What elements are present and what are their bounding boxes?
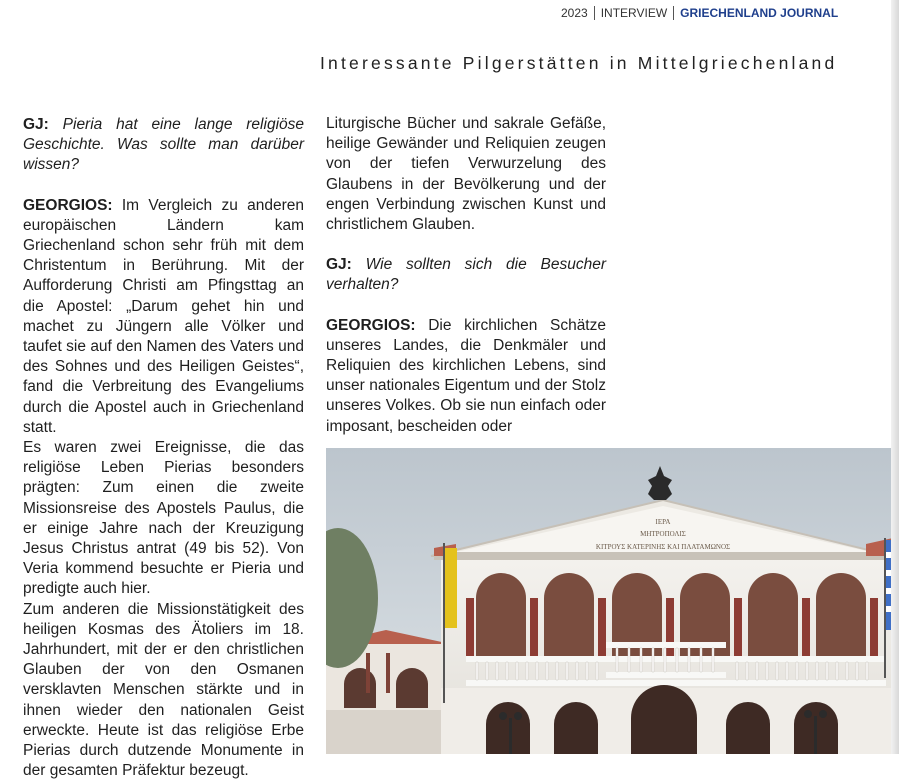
header-divider [673, 6, 674, 20]
answer-text: Im Vergleich zu anderen europäischen Ländern kam Griechenland schon sehr früh mit dem Christentum in Berührung. Mit der Aufforderung Christi am Pfingsttag an die Apostel: „Darum gehet hin und machet zu Jüngern alle Völker und taufet sie auf den Namen des Vaters und des Sohnes und des Heiligen Geistes“, fand die Verbreitung des Evangeliums durch die Apostel auch in Griechenland statt. [23, 196, 304, 436]
building-illustration [326, 448, 893, 754]
header-journal-name: GRIECHENLAND JOURNAL [680, 6, 839, 20]
text-column-right [326, 114, 606, 437]
header-section: INTERVIEW [600, 6, 668, 20]
question-text: Wie sollten sich die Besucher verhalten? [326, 256, 606, 294]
body-paragraph: Liturgische Bücher und sakrale Gefäße, heilige Gewänder und Reliquien zeugen von der tiefen Verwurzelung des Glaubens in der Bevölkerung und der engen Verbindung zwischen Kunst und christlichem Glauben. [326, 115, 606, 234]
question-label: GJ: [326, 256, 352, 274]
answer-label: GEORGIOS: [23, 196, 113, 214]
header-divider [594, 6, 595, 20]
question-text: Pieria hat eine lange religiöse Geschichte. Was sollte man darüber wissen? [23, 116, 304, 174]
answer-label: GEORGIOS: [326, 316, 416, 334]
question-paragraph [23, 115, 304, 176]
ground-floor-arcade [441, 685, 891, 754]
header-year: 2023 [561, 6, 588, 20]
article-subtitle: Interessante Pilgerstätten in Mittelgriechenland [320, 53, 838, 73]
answer-paragraph [23, 196, 304, 438]
body-paragraph: Zum anderen die Missionstätigkeit des heiligen Kosmas des Ätoliers im 18. Jahrhundert, mit der er den christlichen Glauben der von den Osmanen versklavten Menschen stärkte und in ihnen wieder den nationalen Geist erweckte. Heute ist das religiöse Erbe Pierias durch dutzende Monumente in der gesamten Präfektur bezeugt. [23, 600, 304, 780]
metropolis-building-photo [326, 448, 893, 759]
pediment-inscription: ΚΙΤΡΟΥΣ ΚΑΤΕΡΙΝΗΣ ΚΑΙ ΠΛΑΤΑΜΩΝΟΣ [595, 543, 731, 551]
body-paragraph: Es waren zwei Ereignisse, die das religiöse Leben Pierias besonders prägten: Zum einen die zweite Missionsreise des Apostels Paulus, die er einige Jahre nach der Kreuzigung Jesus Christus antrat (49 bis 52). Von Veria kommend besuchte er Pieria und predigte auch hier. [23, 439, 304, 598]
page-header [561, 6, 838, 20]
page-edge-shadow [891, 0, 899, 754]
text-column-left [23, 115, 304, 782]
pediment-inscription: ΜΗΤΡΟΠΟΛΙΣ [640, 530, 686, 538]
answer-text: Die kirchlichen Schätze unseres Landes, die Denkmäler und Reliquien des kirchlichen Lebens, sind unser nationales Eigentum und der Stolz unseres Volkes. Ob sie nun einfach oder imposant, bescheiden oder [326, 316, 606, 435]
question-label: GJ: [23, 116, 49, 133]
question-paragraph [326, 255, 606, 295]
answer-paragraph [326, 316, 606, 437]
pediment-inscription: ΙΕΡΑ [655, 518, 671, 526]
